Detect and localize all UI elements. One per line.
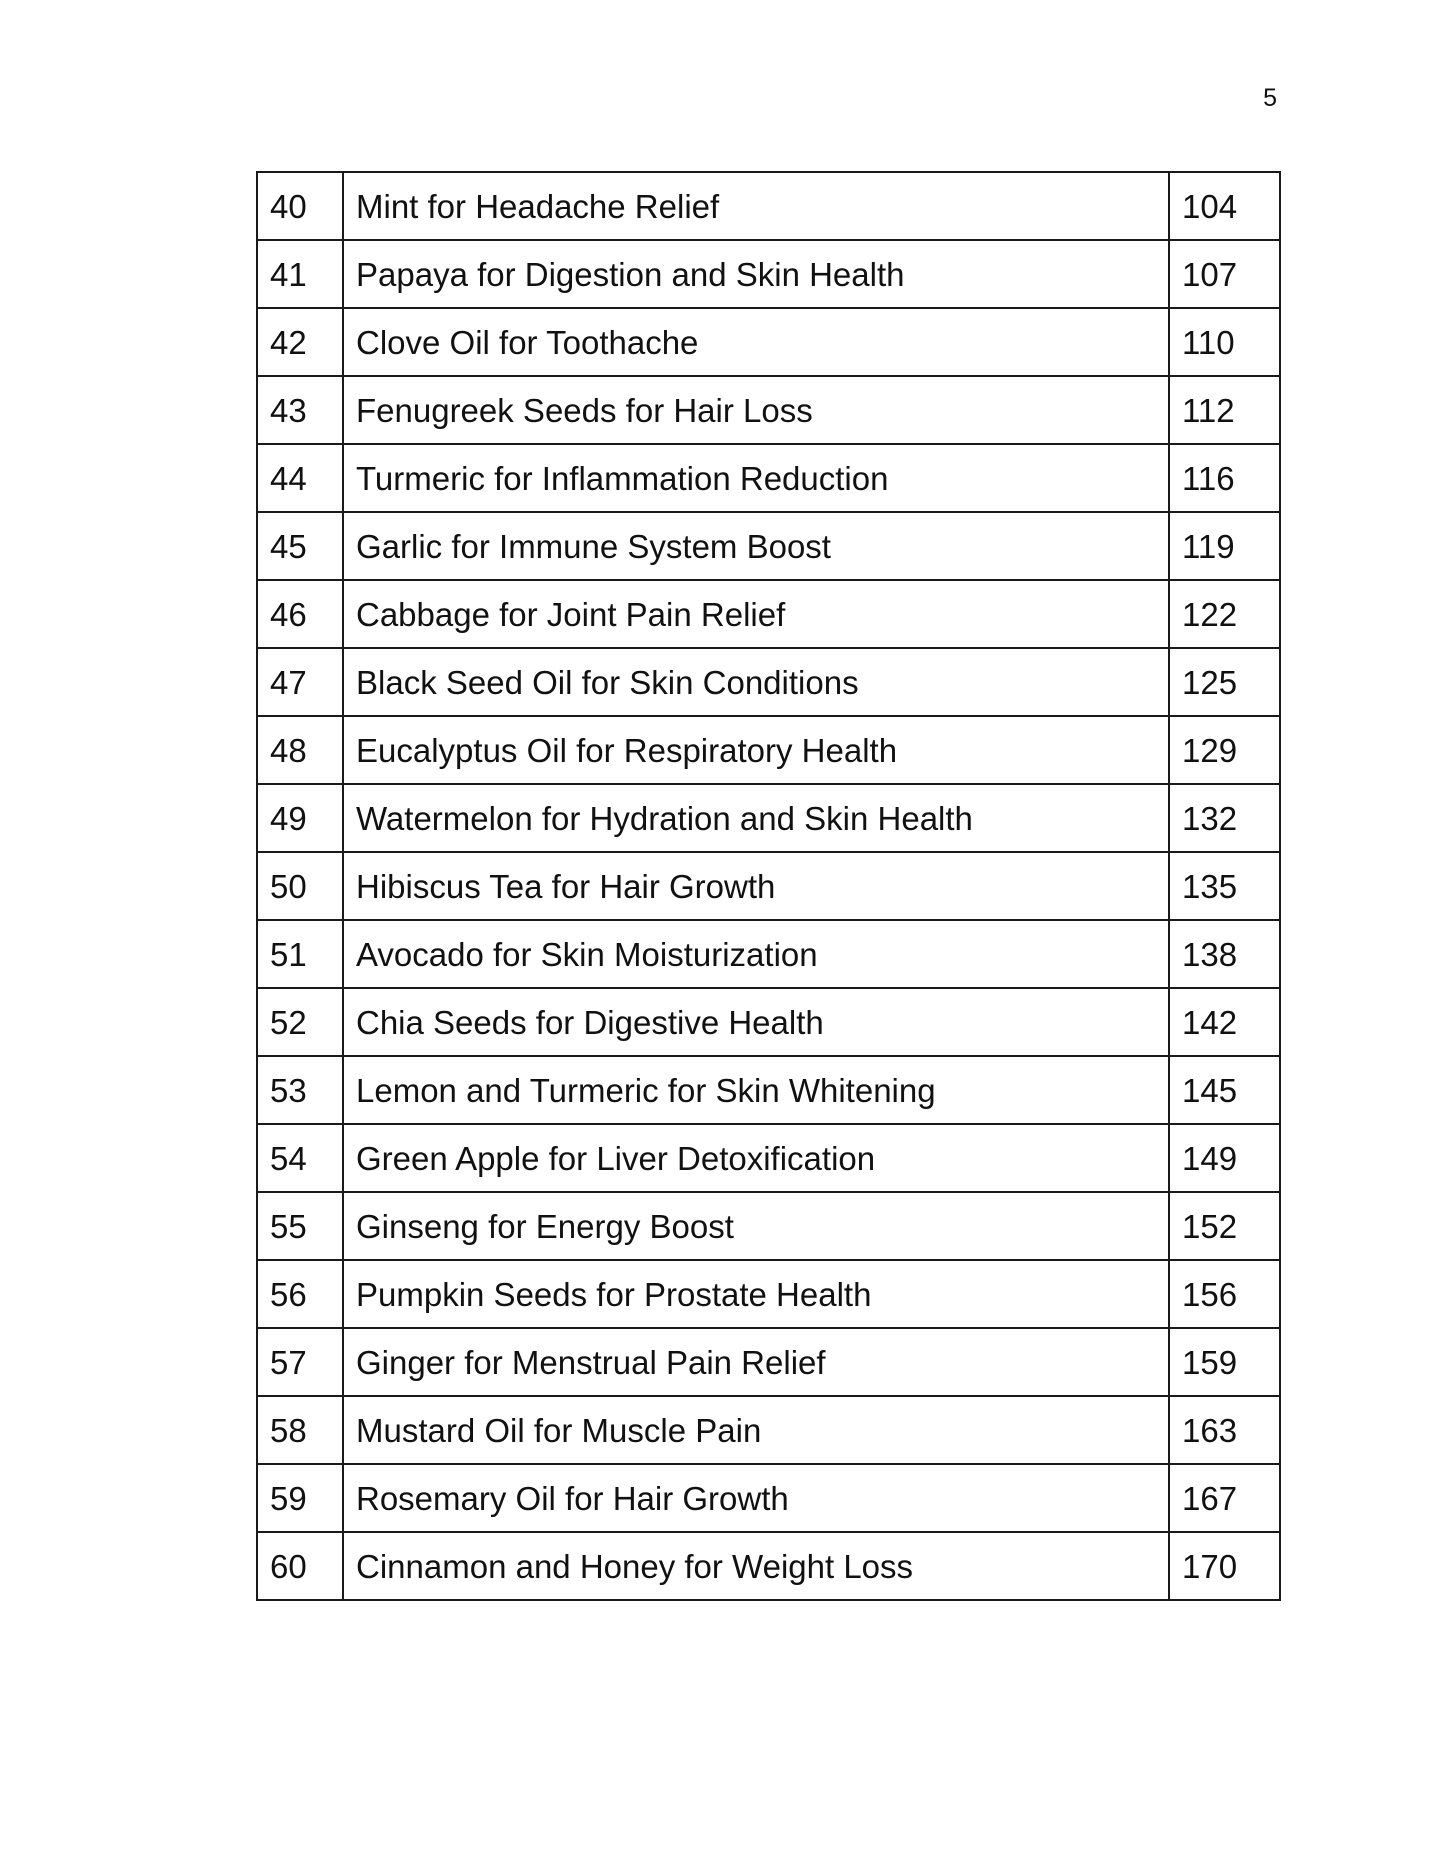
chapter-page: 112 [1169,376,1280,444]
chapter-number: 42 [257,308,343,376]
chapter-title: Pumpkin Seeds for Prostate Health [343,1260,1169,1328]
chapter-number: 47 [257,648,343,716]
chapter-title: Watermelon for Hydration and Skin Health [343,784,1169,852]
chapter-title: Cinnamon and Honey for Weight Loss [343,1532,1169,1600]
chapter-number: 55 [257,1192,343,1260]
table-row [257,1124,1280,1192]
table-row [257,240,1280,308]
chapter-page: 159 [1169,1328,1280,1396]
table-of-contents [256,171,1281,1601]
table-row [257,512,1280,580]
chapter-page: 149 [1169,1124,1280,1192]
table-row [257,784,1280,852]
table-row [257,1056,1280,1124]
chapter-number: 51 [257,920,343,988]
chapter-title: Ginger for Menstrual Pain Relief [343,1328,1169,1396]
chapter-number: 52 [257,988,343,1056]
chapter-number: 46 [257,580,343,648]
table-row [257,1192,1280,1260]
chapter-page: 132 [1169,784,1280,852]
chapter-page: 104 [1169,172,1280,240]
chapter-title: Green Apple for Liver Detoxification [343,1124,1169,1192]
chapter-number: 50 [257,852,343,920]
chapter-number: 41 [257,240,343,308]
chapter-title: Clove Oil for Toothache [343,308,1169,376]
chapter-page: 142 [1169,988,1280,1056]
chapter-page: 129 [1169,716,1280,784]
table-row [257,444,1280,512]
chapter-page: 163 [1169,1396,1280,1464]
chapter-title: Lemon and Turmeric for Skin Whitening [343,1056,1169,1124]
chapter-title: Ginseng for Energy Boost [343,1192,1169,1260]
page-number: 5 [1263,84,1277,112]
chapter-page: 138 [1169,920,1280,988]
chapter-number: 59 [257,1464,343,1532]
chapter-page: 119 [1169,512,1280,580]
toc-body [257,172,1280,1600]
chapter-page: 116 [1169,444,1280,512]
chapter-page: 110 [1169,308,1280,376]
table-row [257,376,1280,444]
table-row [257,580,1280,648]
chapter-page: 167 [1169,1464,1280,1532]
chapter-number: 54 [257,1124,343,1192]
chapter-number: 40 [257,172,343,240]
chapter-number: 48 [257,716,343,784]
chapter-page: 135 [1169,852,1280,920]
chapter-number: 43 [257,376,343,444]
chapter-number: 53 [257,1056,343,1124]
chapter-title: Turmeric for Inflammation Reduction [343,444,1169,512]
table-row [257,716,1280,784]
chapter-page: 156 [1169,1260,1280,1328]
table-row [257,308,1280,376]
chapter-number: 60 [257,1532,343,1600]
chapter-title: Eucalyptus Oil for Respiratory Health [343,716,1169,784]
chapter-page: 107 [1169,240,1280,308]
chapter-title: Hibiscus Tea for Hair Growth [343,852,1169,920]
chapter-title: Rosemary Oil for Hair Growth [343,1464,1169,1532]
chapter-title: Papaya for Digestion and Skin Health [343,240,1169,308]
table-row [257,988,1280,1056]
table-row [257,1260,1280,1328]
chapter-title: Mustard Oil for Muscle Pain [343,1396,1169,1464]
chapter-page: 170 [1169,1532,1280,1600]
chapter-number: 56 [257,1260,343,1328]
chapter-title: Mint for Headache Relief [343,172,1169,240]
chapter-title: Avocado for Skin Moisturization [343,920,1169,988]
chapter-page: 152 [1169,1192,1280,1260]
table-row [257,1396,1280,1464]
chapter-page: 122 [1169,580,1280,648]
chapter-number: 45 [257,512,343,580]
chapter-title: Cabbage for Joint Pain Relief [343,580,1169,648]
table-row [257,1328,1280,1396]
chapter-title: Black Seed Oil for Skin Conditions [343,648,1169,716]
chapter-page: 145 [1169,1056,1280,1124]
chapter-title: Garlic for Immune System Boost [343,512,1169,580]
chapter-number: 57 [257,1328,343,1396]
table-row [257,852,1280,920]
table-row [257,920,1280,988]
chapter-number: 58 [257,1396,343,1464]
chapter-number: 49 [257,784,343,852]
table-row [257,172,1280,240]
table-row [257,1464,1280,1532]
table-row [257,648,1280,716]
chapter-number: 44 [257,444,343,512]
chapter-title: Chia Seeds for Digestive Health [343,988,1169,1056]
table-row [257,1532,1280,1600]
chapter-title: Fenugreek Seeds for Hair Loss [343,376,1169,444]
chapter-page: 125 [1169,648,1280,716]
